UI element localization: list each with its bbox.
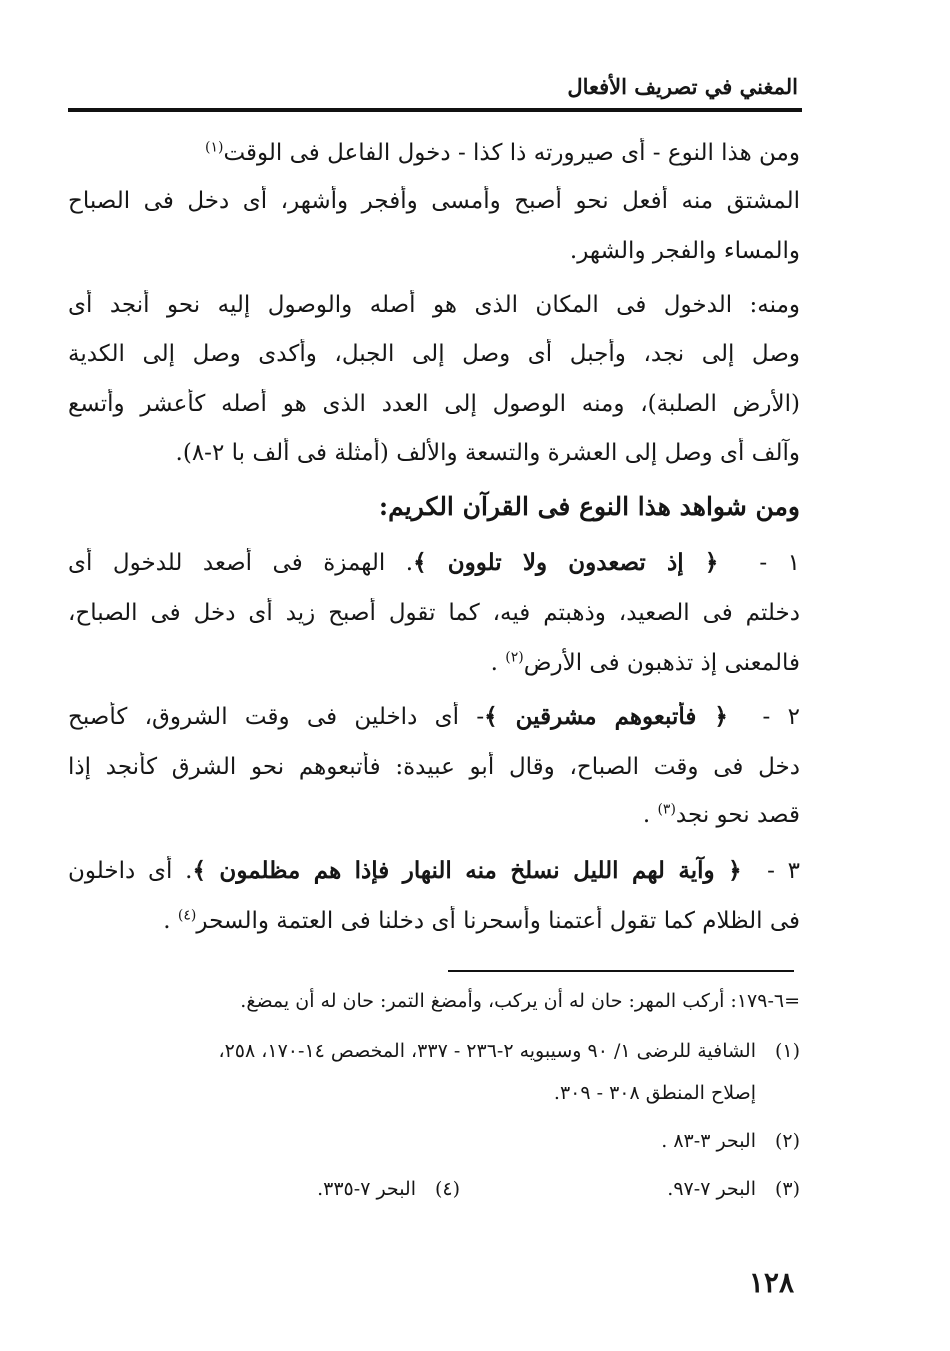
- text-span: - أى داخلين فى وقت الشروق، كأصبح: [68, 704, 485, 730]
- footnote-number: (١): [774, 1040, 800, 1062]
- text-span: . الهمزة فى أصعد للدخول أى: [68, 550, 414, 576]
- paragraph-1-line-2: المشتق منه أفعل نحو أصبح وأمسى وأفجر وأشهر، أى دخل فى الصباح: [68, 188, 800, 214]
- quran-verse: ﴿ وآية لهم الليل نسلخ منه النهار فإذا هم مظلمون ﴾: [192, 857, 742, 884]
- example-3-line-1: [68, 856, 800, 886]
- example-3-line-2: [68, 906, 800, 936]
- example-1-line-3: [68, 648, 800, 678]
- paragraph-1-line-1: [68, 138, 800, 168]
- header-rule: [68, 108, 802, 112]
- text-span: .: [163, 908, 178, 934]
- running-header-title: المغني في تصريف الأفعال: [567, 74, 798, 99]
- text-span: .: [490, 650, 506, 676]
- footnote-number: (٤): [434, 1178, 460, 1200]
- text-span: فالمعنى إذ تذهبون فى الأرض: [523, 650, 800, 676]
- example-number: ٣ -: [767, 858, 800, 884]
- footnote-1-continued: إصلاح المنطق ٣٠٨ - ٣٠٩.: [553, 1082, 756, 1104]
- text-span: قصد نحو نجد: [675, 802, 800, 828]
- example-1-line-2: دخلتم فى الصعيد، وذهبتم فيه، كما تقول أصبح زيد أى دخل فى الصباح،: [68, 600, 800, 626]
- example-number: ١ -: [759, 550, 800, 576]
- paragraph-2-line-2: وصل إلى نجد، وأجبل أى وصل إلى الجبل، وأكدى وصل إلى الكدية: [68, 341, 800, 367]
- text-span: ومن هذا النوع - أى صيرورته ذا كذا - دخول الفاعل فى الوقت: [223, 140, 800, 166]
- example-number: ٢ -: [762, 704, 800, 730]
- text-span: فى الظلام كما تقول أعتمنا وأسحرنا أى دخلنا فى العتمة والسحر: [196, 908, 800, 934]
- footnote-ref-1: (١): [204, 139, 224, 156]
- paragraph-1-line-3: والمساء والفجر والشهر.: [569, 238, 800, 264]
- footnote-4: [160, 1176, 460, 1202]
- paragraph-2-line-1: ومنه: الدخول فى المكان الذى هو أصله والوصول إليه نحو أنجد أى: [68, 292, 800, 318]
- footnote-ref-3: (٣): [657, 801, 676, 818]
- footnote-text: الشافية للرضى ١/ ٩٠ وسيبويه ٢-٢٣٦ - ٣٣٧، المخصص ١٤-١٧٠، ٢٥٨،: [218, 1040, 756, 1062]
- footnote-number: (٣): [774, 1178, 800, 1200]
- text-span: . أى داخلون: [68, 858, 193, 884]
- footnote-ref-4: (٤): [177, 907, 197, 924]
- example-2-line-2: دخل فى وقت الصباح، وقال أبو عبيدة: فأتبعوهم نحو الشرق كأنجد إذا: [68, 754, 800, 780]
- footnote-continuation: =٦-١٧٩: أركب المهر: حان له أن يركب، وأمضغ التمر: حان له أن يمضغ.: [240, 990, 800, 1012]
- footnote-1: [68, 1038, 800, 1064]
- footnote-text: البحر ٧-٣٣٥.: [317, 1178, 416, 1200]
- footnote-text: البحر ٧-٩٧.: [667, 1178, 756, 1200]
- example-2-line-1: [68, 702, 800, 732]
- paragraph-2-line-4: وآلف أى وصل إلى العشرة والتسعة والألف (أمثلة فى ألف با ٢-٨).: [175, 440, 800, 466]
- example-1-line-1: [68, 548, 800, 578]
- footnote-text: البحر ٣-٨٣ .: [661, 1130, 756, 1152]
- footnote-ref-2: (٢): [505, 649, 524, 666]
- text-span: .: [642, 802, 658, 828]
- footnote-number: (٢): [774, 1130, 800, 1152]
- section-heading: ومن شواهد هذا النوع فى القرآن الكريم:: [378, 492, 800, 521]
- paragraph-2-line-3: (الأرض الصلبة)، ومنه الوصول إلى العدد الذى هو أصله كأعشر وأتسع: [68, 391, 800, 417]
- example-2-line-3: [68, 800, 800, 830]
- page-number: ١٢٨: [748, 1266, 794, 1299]
- footnote-2: [68, 1128, 800, 1154]
- quran-verse: ﴿ إذ تصعدون ولا تلوون ﴾: [413, 549, 719, 576]
- quran-verse: ﴿ فأتبعوهم مشرقين ﴾: [484, 703, 728, 730]
- footnote-rule: [448, 970, 794, 972]
